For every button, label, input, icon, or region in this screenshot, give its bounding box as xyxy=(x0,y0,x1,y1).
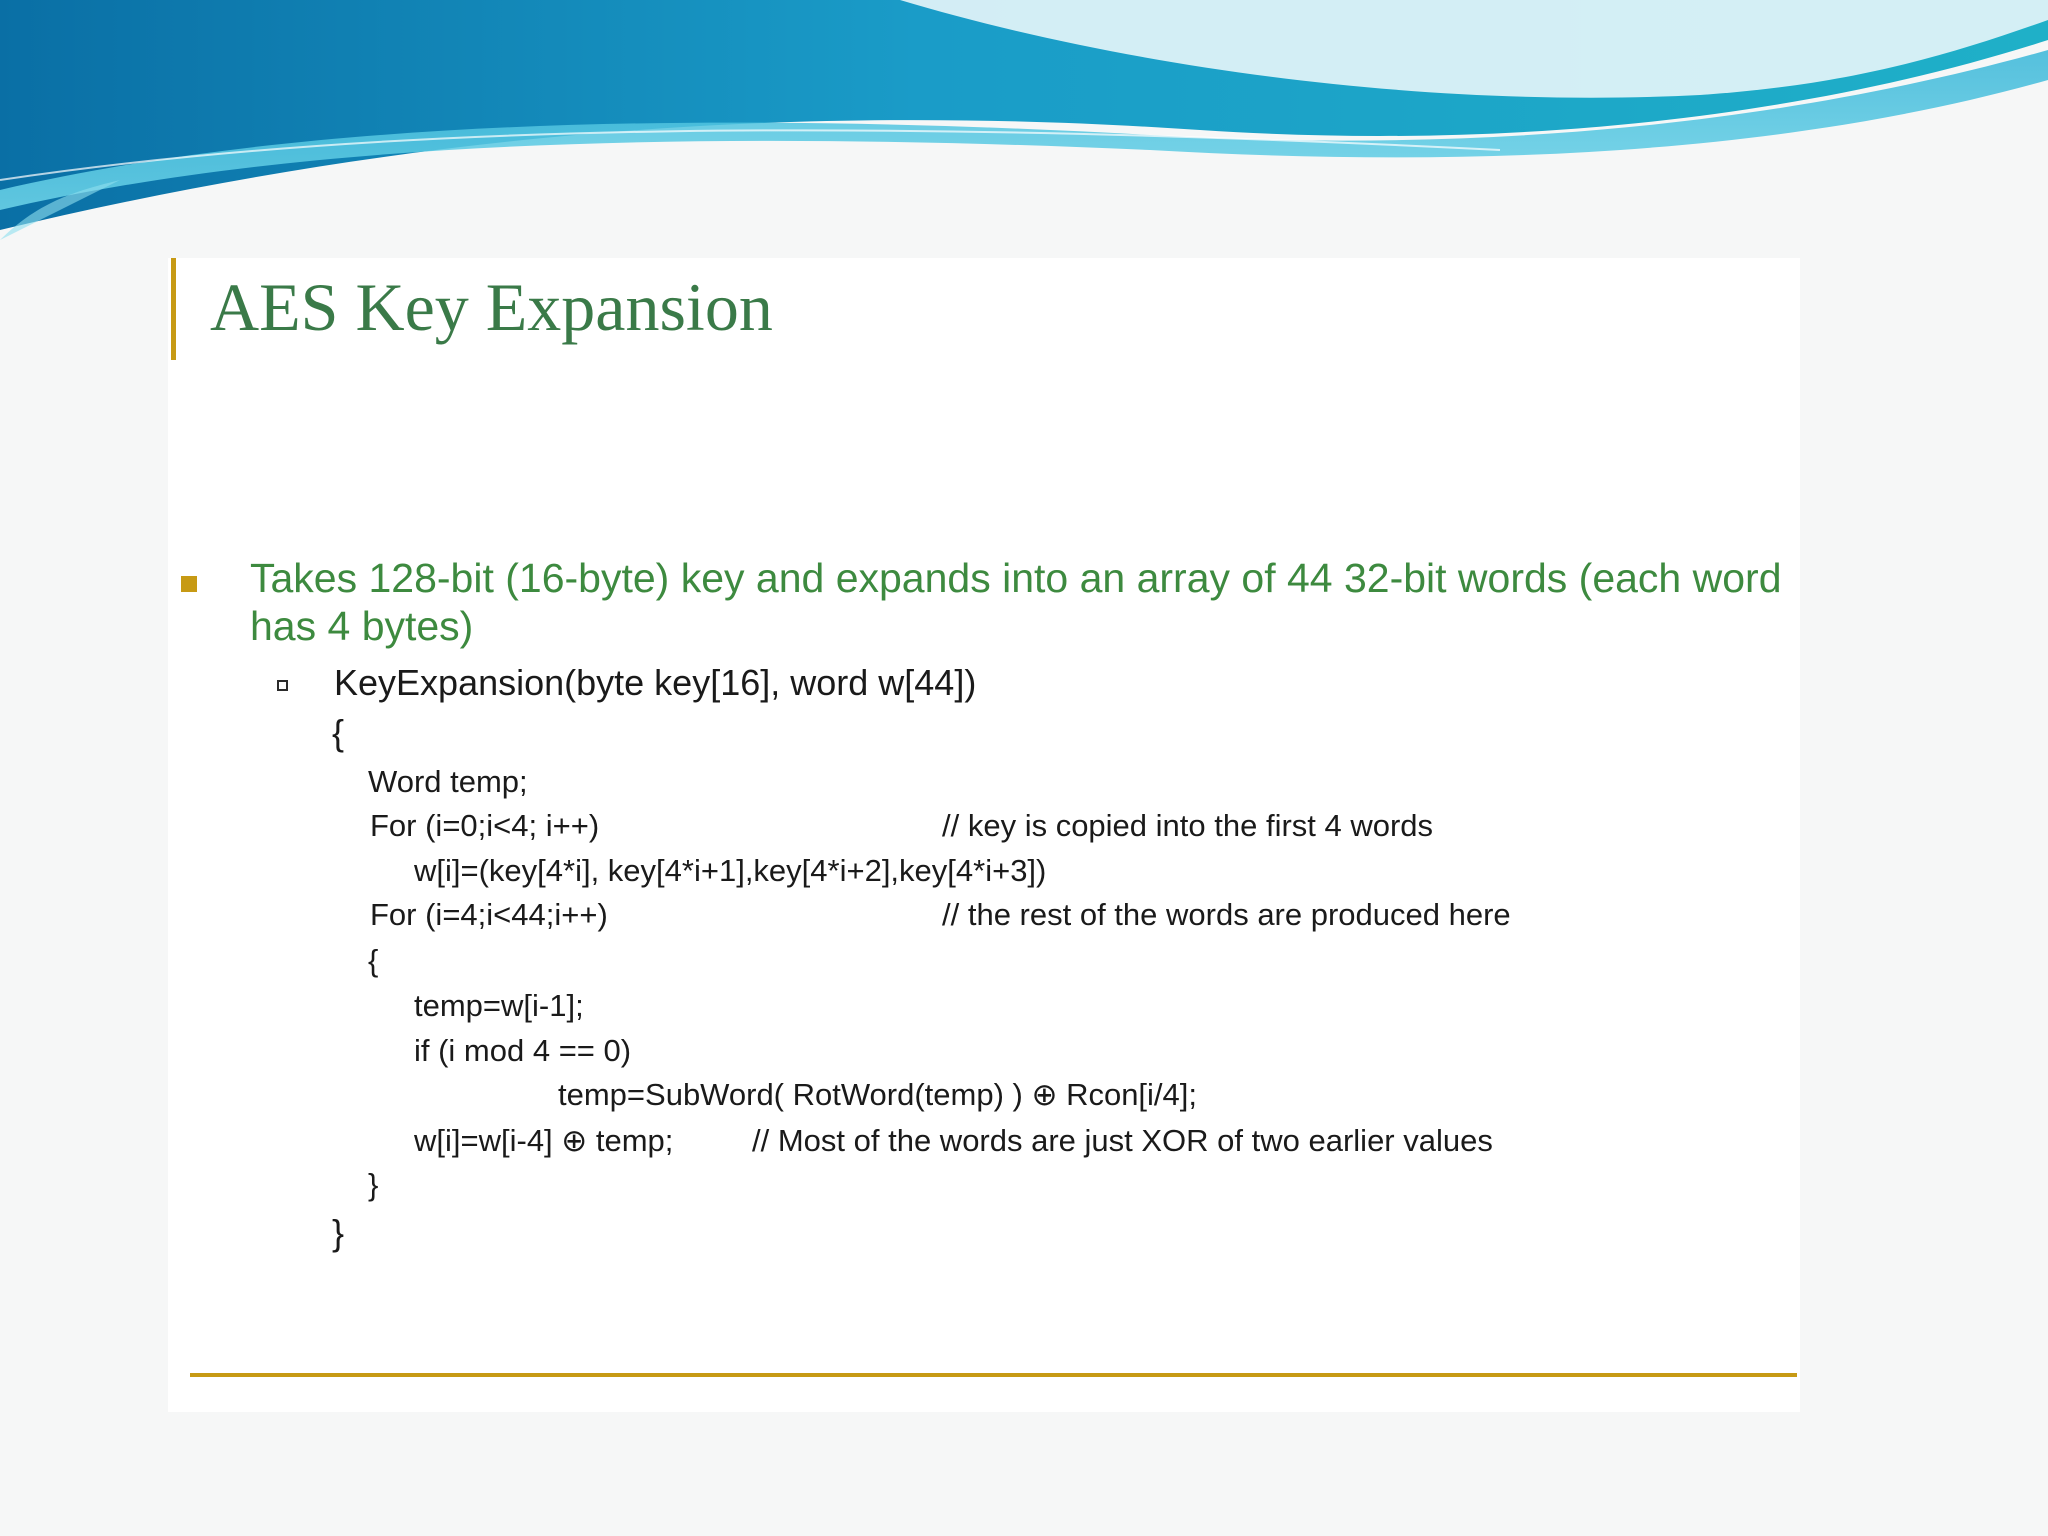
code-line: if (i mod 4 == 0) xyxy=(414,1033,632,1068)
code-line: { xyxy=(332,712,345,753)
code-line: temp=w[i-1]; xyxy=(414,988,584,1023)
code-line: { xyxy=(368,943,379,978)
code-line: w[i]=w[i-4] ⊕ temp; xyxy=(414,1123,674,1158)
bottom-divider xyxy=(190,1373,1797,1377)
code-line: } xyxy=(368,1167,379,1202)
bullet-text: Takes 128-bit (16-byte) key and expands into an array of 44 32-bit words (each word has 4 bytes) xyxy=(250,555,1782,649)
code-line: For (i=4;i<44;i++) xyxy=(370,897,608,932)
code-line: temp=SubWord( RotWord(temp) ) ⊕ Rcon[i/4]; xyxy=(558,1077,1198,1112)
code-comment: // the rest of the words are produced here xyxy=(942,897,1511,932)
code-comment: // key is copied into the first 4 words xyxy=(942,808,1434,843)
code-line: For (i=0;i<4; i++) xyxy=(370,808,600,843)
function-signature: KeyExpansion(byte key[16], word w[44]) xyxy=(334,662,977,703)
code-line: Word temp; xyxy=(368,764,528,799)
code-comment: // Most of the words are just XOR of two earlier values xyxy=(752,1123,1493,1158)
code-line: } xyxy=(332,1212,345,1253)
code-line: w[i]=(key[4*i], key[4*i+1],key[4*i+2],key[4*i+3]) xyxy=(414,853,1047,888)
slide-title: AES Key Expansion xyxy=(210,269,773,345)
